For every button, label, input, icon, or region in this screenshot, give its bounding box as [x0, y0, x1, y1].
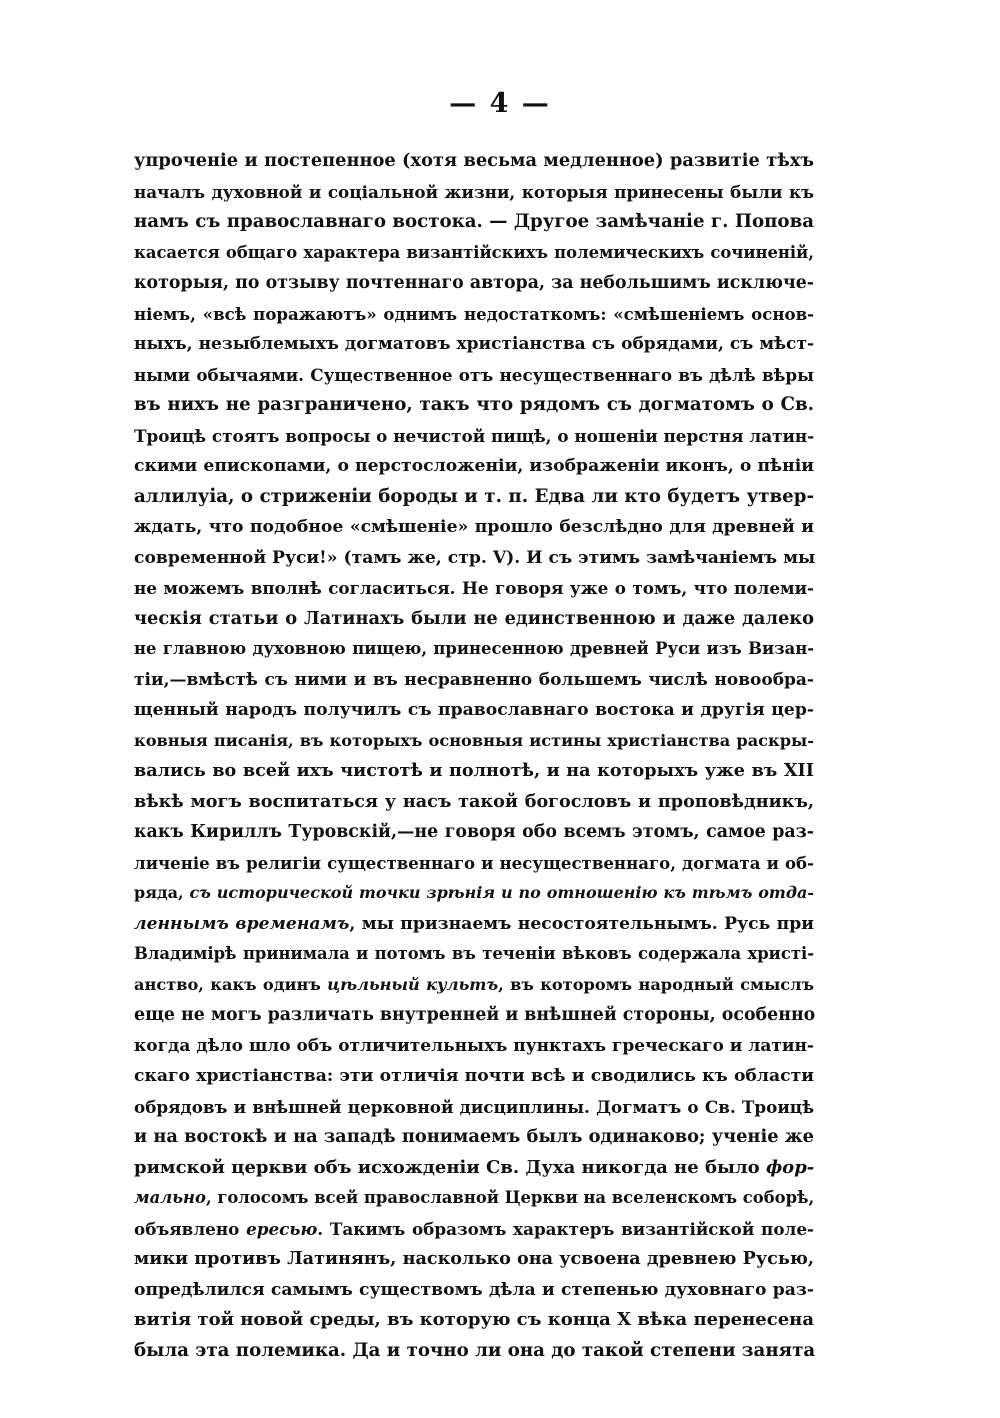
- text-line-18: тіи,—вмѣстѣ съ ними и въ несравненно большемъ числѣ новообра-: [134, 669, 814, 690]
- text-line-19: щенный народъ получилъ съ православнаго востока и другія цер-: [134, 700, 814, 720]
- page-number: — 4 —: [449, 88, 551, 119]
- text-line-3: намъ съ православнаго востока. — Другое замѣчаніе г. Попова: [134, 211, 814, 232]
- text-line-25: ряда, съ исторической точки зрѣнія и по отношенію къ тѣмъ отда-: [134, 883, 814, 902]
- text-line-15: не можемъ вполнѣ согласиться. Не говоря уже о томъ, что полеми-: [134, 578, 814, 598]
- text-line-6: ніемъ, «всѣ поражаютъ» однимъ недостаткомъ: «смѣшеніемъ основ-: [134, 303, 814, 324]
- text-line-16: ческія статьи о Латинахъ были не единственною и даже далеко: [134, 607, 814, 629]
- text-line-2: началъ духовной и соціальной жизни, которыя принесены были къ: [134, 181, 814, 202]
- italic-phrase: цѣльный культъ: [327, 974, 499, 994]
- text-line-11: скими епископами, о перстосложеніи, изображеніи иконъ, о пѣніи: [134, 456, 814, 476]
- text-line-10: Троицѣ стоятъ вопросы о нечистой пищѣ, о ношеніи перстня латин-: [134, 425, 815, 446]
- text-line-1: упроченіе и постепенное (хотя весьма медленное) развитіе тѣхъ: [134, 150, 814, 171]
- italic-phrase: ересью: [246, 1218, 318, 1239]
- text-line-38: опредѣлился самымъ существомъ дѣла и степенью духовнаго раз-: [134, 1279, 814, 1300]
- body-text: [134, 146, 814, 1366]
- text-line-23: какъ Кириллъ Туровскій,—не говоря обо всемъ этомъ, самое раз-: [134, 822, 814, 842]
- italic-phrase: леннымъ временамъ: [134, 913, 350, 934]
- italic-phrase: фор-: [765, 1156, 815, 1178]
- text-line-17: не главною духовною пищею, принесенною древней Руси изъ Визан-: [134, 639, 814, 658]
- text-line-9: въ нихъ не разграничено, такъ что рядомъ съ догматомъ о Св.: [134, 394, 814, 415]
- text-line-24: личеніе въ религіи существеннаго и несущественнаго, догмата и об-: [134, 852, 814, 873]
- text-line-8: ными обычаями. Существенное отъ несущественнаго въ дѣлѣ вѣры: [134, 364, 814, 385]
- text-line-27: Владимірѣ принимала и потомъ въ теченіи вѣковъ содержала христі-: [134, 944, 814, 963]
- text-line-30: когда дѣло шло объ отличительныхъ пунктахъ греческаго и латин-: [134, 1035, 814, 1056]
- text-line-39: витія той новой среды, въ которую съ конца X вѣка перенесена: [134, 1309, 814, 1330]
- text-line-21: вались во всей ихъ чистотѣ и полнотѣ, и на которыхъ уже въ XII: [134, 760, 814, 781]
- text-line-7: ныхъ, незыблемыхъ догматовъ христіанства съ обрядами, съ мѣст-: [134, 334, 814, 354]
- text-line-34: римской церкви объ исхожденіи Св. Духа никогда не было фор-: [134, 1156, 815, 1178]
- text-line-40: была эта полемика. Да и точно ли она до такой степени занята: [134, 1339, 816, 1361]
- italic-phrase: мально: [134, 1188, 206, 1207]
- text-line-5: которыя, по отзыву почтеннаго автора, за небольшимъ исключе-: [134, 273, 814, 293]
- text-line-12: аллилуіа, о стриженіи бороды и т. п. Едва ли кто будетъ утвер-: [134, 485, 814, 507]
- text-line-26: леннымъ временамъ, мы признаемъ несостоятельнымъ. Русь при: [134, 913, 814, 934]
- text-line-14: современной Руси!» (тамъ же, стр. V). И съ этимъ замѣчаніемъ мы: [134, 547, 816, 568]
- text-line-33: и на востокѣ и на западѣ понимаемъ былъ одинаково; ученіе же: [134, 1126, 814, 1147]
- text-line-20: ковныя писанія, въ которыхъ основныя истины христіанства раскры-: [134, 730, 814, 750]
- text-line-35: мально, голосомъ всей православной Церкви на вселенскомъ соборѣ,: [134, 1188, 815, 1207]
- text-line-31: скаго христіанства: эти отличія почти всѣ и сводились къ области: [134, 1066, 814, 1086]
- text-line-36: объявлено ересью. Такимъ образомъ характеръ византійской поле-: [134, 1218, 814, 1239]
- text-line-4: касается общаго характера византійскихъ полемическихъ сочиненій,: [134, 242, 814, 262]
- text-line-13: ждать, что подобное «смѣшеніе» прошло безслѣдно для древней и: [134, 517, 814, 537]
- italic-phrase: съ исторической точки зрѣнія и по отношенію къ тѣмъ отда-: [189, 883, 814, 902]
- text-line-22: вѣкѣ могъ воспитаться у насъ такой богословъ и проповѣдникъ,: [134, 790, 814, 812]
- text-line-32: обрядовъ и внѣшней церковной дисциплины. Догматъ о Св. Троицѣ: [134, 1096, 814, 1117]
- text-line-28: анство, какъ одинъ цѣльный культъ, въ которомъ народный смыслъ: [134, 974, 814, 994]
- text-line-29: еще не могъ различать внутренней и внѣшней стороны, особенно: [134, 1005, 816, 1025]
- text-line-37: мики противъ Латинянъ, насколько она усвоена древнею Русью,: [134, 1248, 814, 1269]
